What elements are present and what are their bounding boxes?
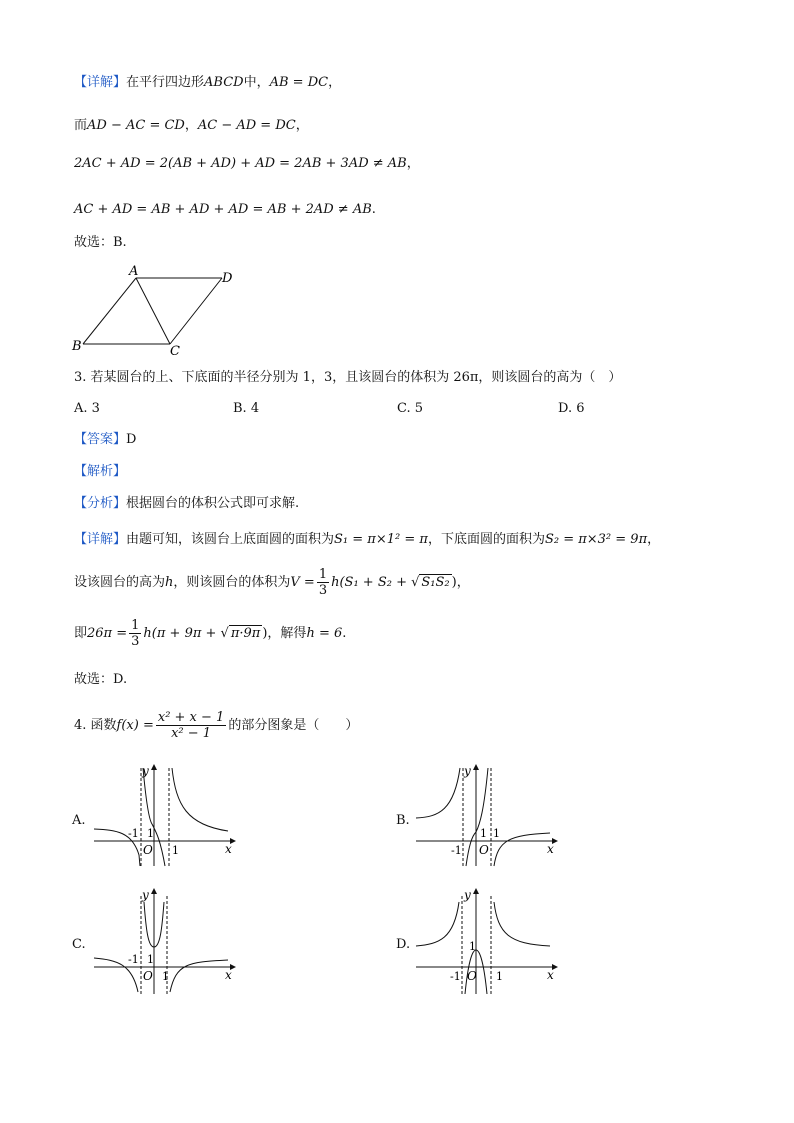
curve-left <box>416 902 459 946</box>
numerator: x² + x − 1 <box>157 710 225 725</box>
q3-option-d: D. 6 <box>558 401 585 416</box>
text: 即 <box>74 626 88 641</box>
neg-one-label: -1 <box>451 844 462 857</box>
answer-value: D <box>126 432 137 447</box>
text: ， <box>328 75 342 90</box>
choice-b-line: 故选：B. <box>74 235 127 250</box>
function-name: f(x) = <box>116 718 154 733</box>
text: ， <box>406 156 420 171</box>
vector-expr-3: 2AC + AD = 2(AB + AD) + AD = 2AB + 3AD ≠ AB <box>74 156 407 171</box>
origin-label: O <box>467 969 477 983</box>
y-one-label: 1 <box>469 940 476 953</box>
origin-label: O <box>143 969 153 983</box>
sqrt-sign: √ <box>411 575 420 590</box>
fenxi-tag: 【分析】 <box>74 496 127 511</box>
vertex-c: C <box>170 344 180 359</box>
text: ， <box>647 532 661 547</box>
x-one-label: 1 <box>172 844 179 857</box>
s2-expr: S₂ = π×3² = 9π <box>544 532 648 547</box>
detail-tag: 【详解】 <box>74 532 127 547</box>
text: 设该圆台的高为 <box>74 575 166 590</box>
frac-num: 1 <box>318 567 328 582</box>
text: h(π + 9π + <box>143 626 221 641</box>
origin-label: O <box>479 843 489 857</box>
detail-q3-line-2 <box>74 566 470 600</box>
graph-label-a: A. <box>72 813 86 828</box>
x-label: x <box>225 968 232 982</box>
text: 26π = <box>87 626 128 641</box>
text: ， <box>184 118 198 133</box>
text: ) <box>262 626 268 641</box>
text: ，则该圆台的体积为 <box>173 575 291 590</box>
detail-line-3 <box>74 155 420 173</box>
curve-right <box>494 902 550 946</box>
graph-d <box>414 884 564 996</box>
curve-left <box>416 768 460 818</box>
curve-right <box>494 833 550 866</box>
y-arrow <box>151 888 157 894</box>
abcd-label: ABCD <box>204 75 244 90</box>
text: . <box>371 202 376 217</box>
h-var: h <box>165 575 174 590</box>
answer-tag: 【答案】 <box>74 432 127 447</box>
parallelogram-figure <box>66 262 246 360</box>
vector-expr-2: AC − AD = DC <box>197 118 296 133</box>
curve-right <box>172 768 228 831</box>
y-label: y <box>142 888 149 902</box>
vector-expr-1: AD − AC = CD <box>87 118 185 133</box>
graph-b <box>414 760 564 870</box>
graph-label-b: B. <box>396 813 410 828</box>
text: h(S₁ + S₂ + <box>331 575 412 590</box>
analysis-line <box>74 495 299 513</box>
text: 的部分图象是（ ） <box>228 718 359 733</box>
diagonal-ac <box>136 278 170 344</box>
frac-den: 3 <box>131 634 140 649</box>
x-label: x <box>225 842 232 856</box>
frac-num: 1 <box>131 618 140 633</box>
x-label: x <box>547 968 554 982</box>
graph-a <box>92 760 242 870</box>
result: h = 6 <box>306 626 343 641</box>
y-arrow <box>473 888 479 894</box>
edge-ab <box>83 278 136 344</box>
y-arrow <box>473 764 479 770</box>
y-one-label: 1 <box>147 953 154 966</box>
neg-one-label: -1 <box>128 827 139 840</box>
y-one-label: 1 <box>147 827 154 840</box>
sqrt-content: π·9π <box>230 626 261 641</box>
detail-tag: 【详解】 <box>74 75 127 90</box>
graph-c <box>92 884 242 996</box>
neg-one-label: -1 <box>128 953 139 966</box>
y-label: y <box>142 764 149 778</box>
x-one-label: 1 <box>162 970 169 983</box>
graph-label-d: D. <box>396 937 411 952</box>
text: 由题可知，该圆台上底面圆的面积为 <box>126 532 335 547</box>
vector-expr-4: AC + AD = AB + AD + AD = AB + 2AD ≠ AB <box>74 202 372 217</box>
denominator: x² − 1 <box>171 726 212 741</box>
text: 4. 函数 <box>74 718 117 733</box>
q3-option-b: B. 4 <box>233 401 260 416</box>
vertex-b: B <box>72 339 82 354</box>
fenxi-text: 根据圆台的体积公式即可求解. <box>126 496 300 511</box>
fraction-one-third <box>317 567 329 598</box>
vertex-a: A <box>129 264 139 279</box>
text: 而 <box>74 118 88 133</box>
text: ) <box>451 575 457 590</box>
sqrt-sign: √ <box>220 626 229 641</box>
x-label: x <box>547 842 554 856</box>
y-arrow <box>151 764 157 770</box>
detail-line-2 <box>74 117 309 135</box>
question-3: 3. 若某圆台的上、下底面的半径分别为 1，3，且该圆台的体积为 26π，则该圆台的高为（ ） <box>74 370 622 385</box>
detail-q3-line-1 <box>74 531 660 549</box>
text: ，下底面圆的面积为 <box>427 532 545 547</box>
x-one-label: 1 <box>496 970 503 983</box>
s1-expr: S₁ = π×1² = π <box>334 532 428 547</box>
detail-q3-line-3 <box>74 617 346 651</box>
choice-d-line: 故选：D. <box>74 672 128 687</box>
function-fraction <box>156 710 226 741</box>
analysis-tag: 【解析】 <box>74 464 127 479</box>
question-4 <box>74 709 358 743</box>
origin-label: O <box>143 843 153 857</box>
vector-eq: AB = DC <box>269 75 329 90</box>
text: 在平行四边形 <box>126 75 205 90</box>
x-one-label: 1 <box>493 827 500 840</box>
curve-right <box>170 960 228 992</box>
text: . <box>342 626 347 641</box>
fraction-one-third <box>129 618 141 649</box>
neg-one-label: -1 <box>450 970 461 983</box>
detail-line-4 <box>74 201 376 219</box>
sqrt-content: S₁S₂ <box>421 575 450 590</box>
graph-label-c: C. <box>72 937 86 952</box>
v-var: V = <box>290 575 315 590</box>
one-label: 1 <box>480 827 487 840</box>
text: ，解得 <box>267 626 307 641</box>
vertex-d: D <box>222 271 233 286</box>
detail-line-1 <box>74 74 341 92</box>
q3-option-a: A. 3 <box>74 401 100 416</box>
y-label: y <box>464 888 471 902</box>
y-label: y <box>464 764 471 778</box>
text: ， <box>456 575 470 590</box>
frac-den: 3 <box>318 583 328 598</box>
q3-option-c: C. 5 <box>397 401 424 416</box>
answer-line <box>74 431 136 449</box>
text: 中， <box>243 75 270 90</box>
edge-cd <box>170 278 222 344</box>
text: ， <box>295 118 309 133</box>
